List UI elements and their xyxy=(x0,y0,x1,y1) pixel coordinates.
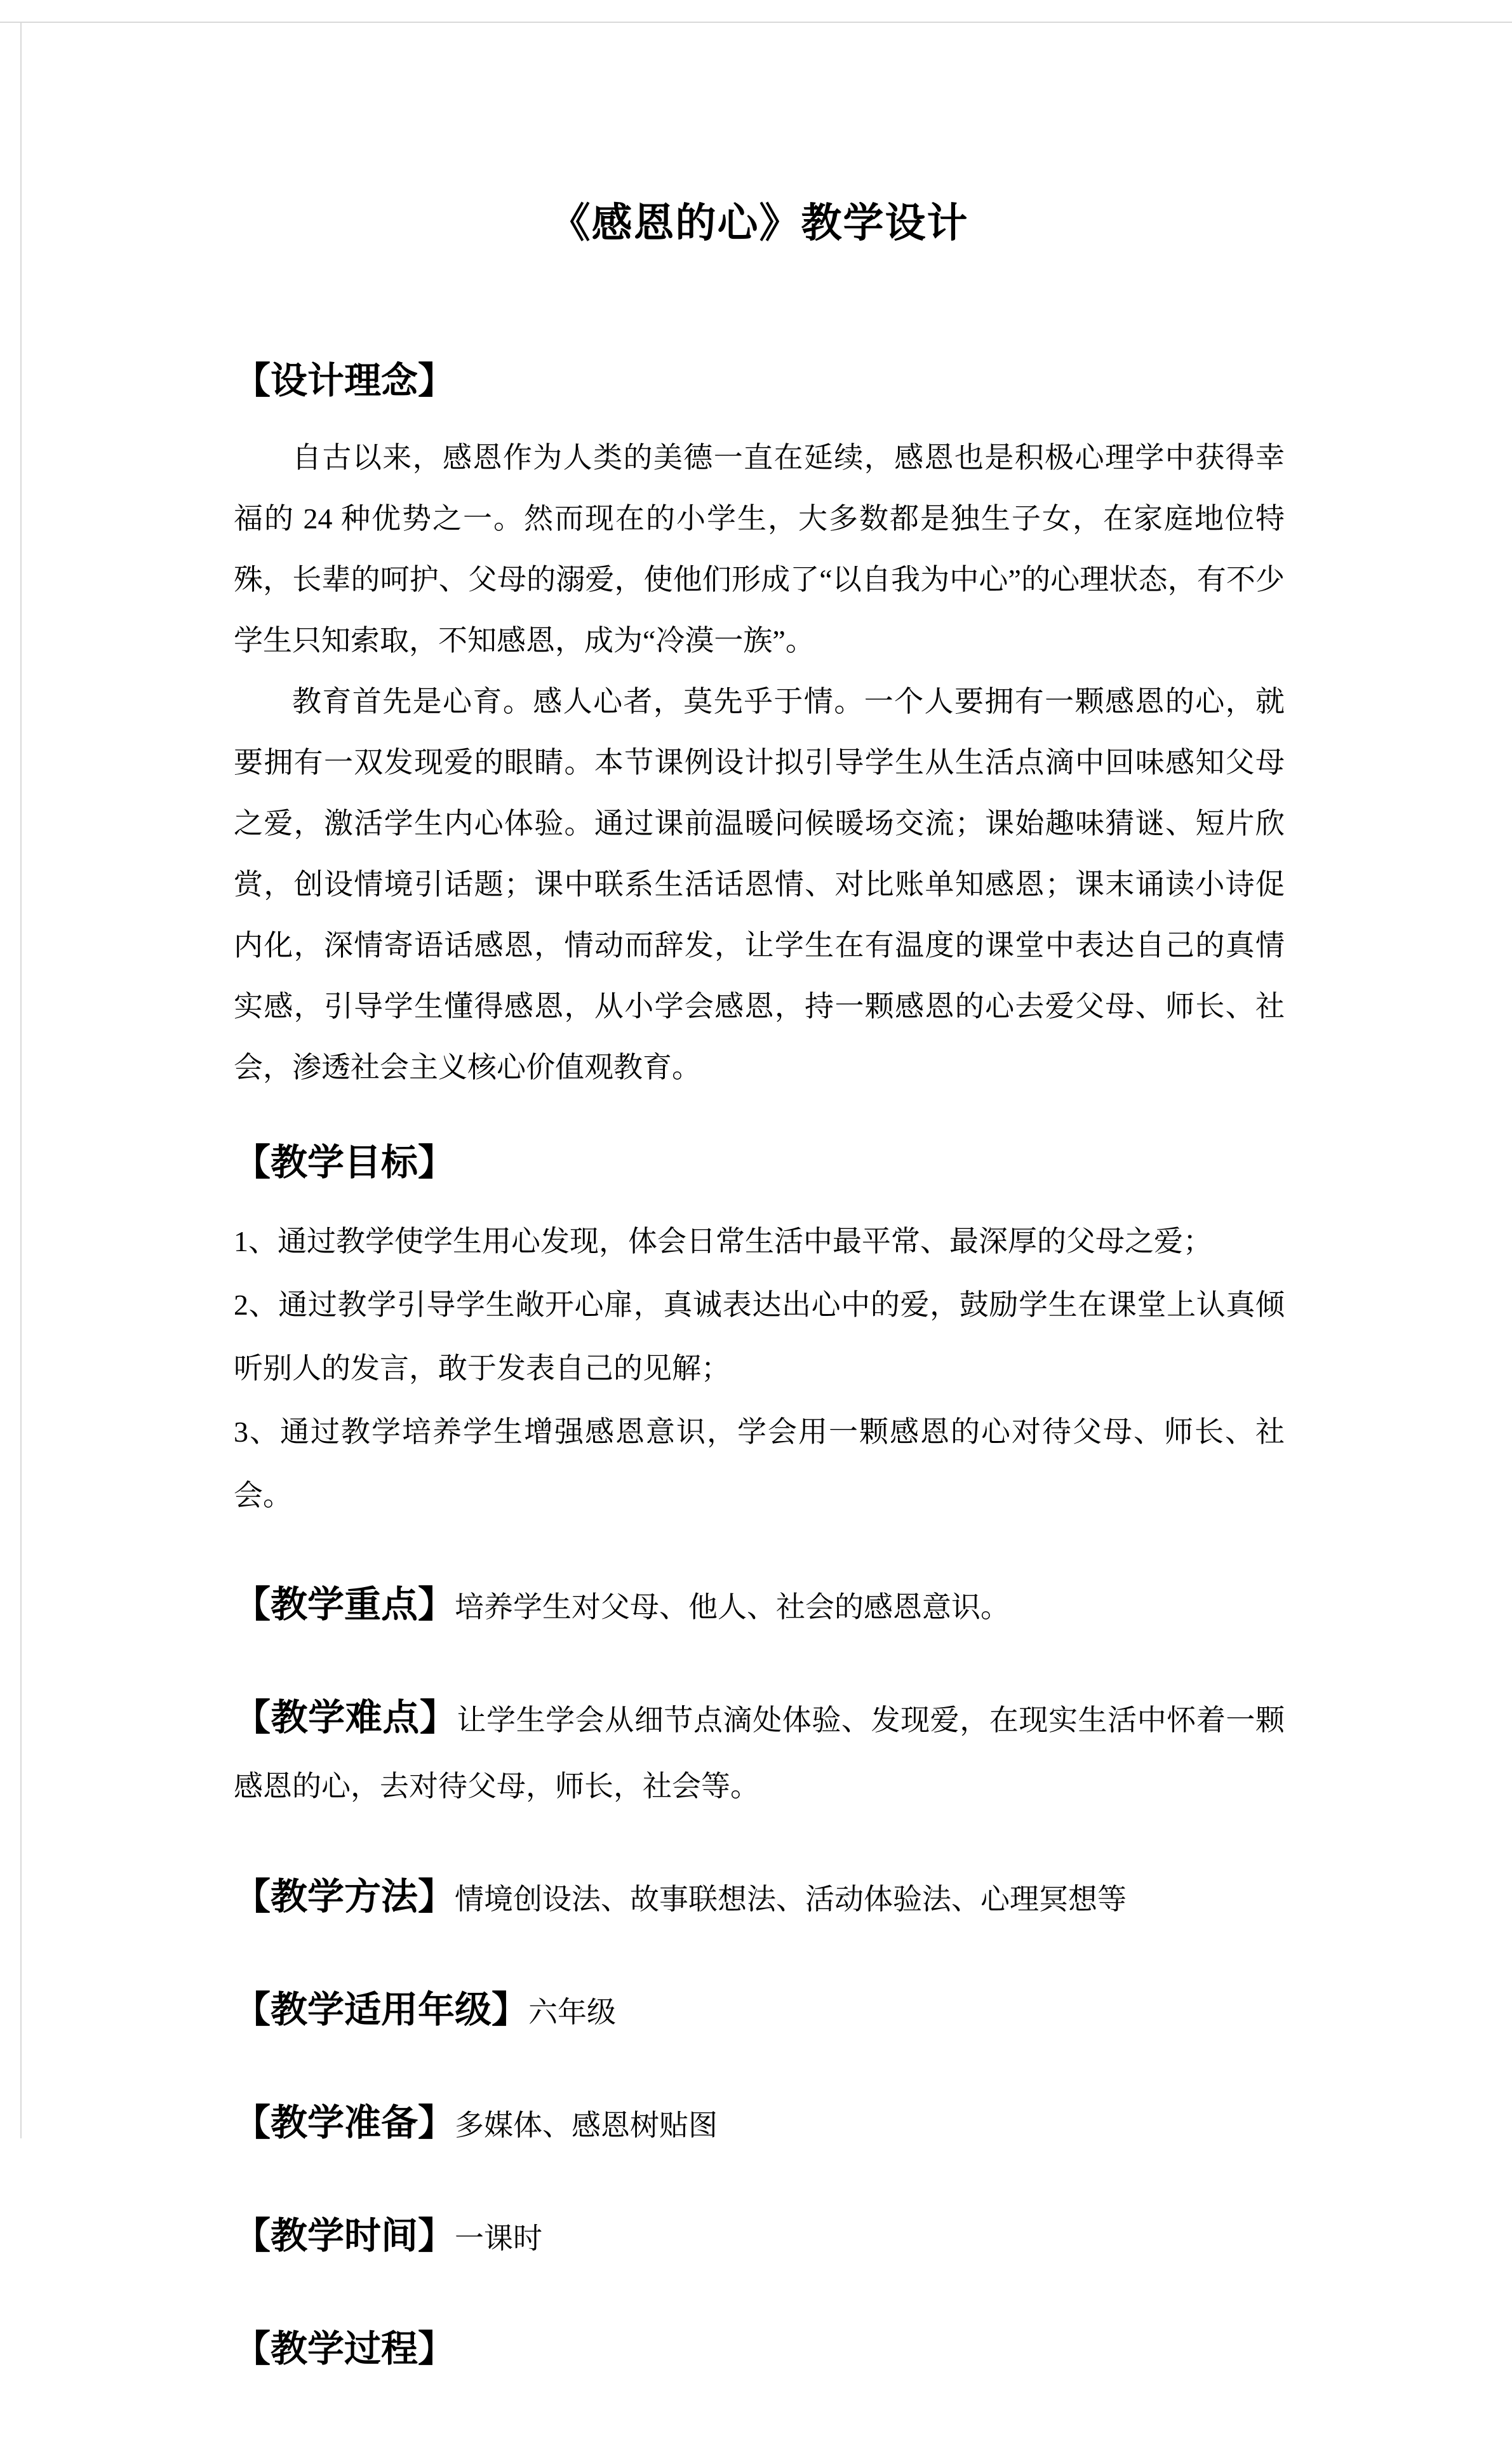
section-key-point xyxy=(234,1572,1285,1640)
section-method xyxy=(234,1864,1285,1933)
section-process xyxy=(234,2316,1285,2385)
design-concept-paragraph-1: 自古以来，感恩作为人类的美德一直在延续，感恩也是积极心理学中获得幸福的 24 种优势之一。然而现在的小学生，大多数都是独生子女，在家庭地位特殊，长辈的呵护、父母的溺爱，使他们形成了“以自我为中心”的心理状态，有不少学生只知索取，不知感恩，成为“冷漠一族”。 xyxy=(234,441,1285,657)
grade-text: 六年级 xyxy=(528,1995,617,2028)
method-text: 情境创设法、故事联想法、活动体验法、心理冥想等 xyxy=(455,1882,1127,1915)
section-heading-grade: 【教学适用年级】 xyxy=(234,1988,529,2030)
section-heading-teaching-objectives: 【教学目标】 xyxy=(234,1142,455,1184)
preparation-text: 多媒体、感恩树贴图 xyxy=(455,2109,718,2142)
time-text: 一课时 xyxy=(455,2222,543,2255)
section-heading-difficulty: 【教学难点】 xyxy=(234,1696,457,1738)
objective-item-2: 2、通过教学引导学生敞开心扉，真诚表达出心中的爱，鼓励学生在课堂上认真倾听别人的发言，敢于发表自己的见解； xyxy=(234,1288,1285,1385)
section-heading-design-concept: 【设计理念】 xyxy=(234,360,455,401)
page-left-edge-line xyxy=(20,22,22,2138)
section-preparation xyxy=(234,2090,1285,2159)
section-time xyxy=(234,2203,1285,2272)
section-difficulty xyxy=(234,1685,1285,1820)
design-concept-paragraph-2: 教育首先是心育。感人心者，莫先乎于情。一个人要拥有一颗感恩的心，就要拥有一双发现爱的眼睛。本节课例设计拟引导学生从生活点滴中回味感知父母之爱，激活学生内心体验。通过课前温暖问候暖场交流；课始趣味猜谜、短片欣赏，创设情境引话题；课中联系生活话恩情、对比账单知感恩；课末诵读小诗促内化，深情寄语话感恩，情动而辞发，让学生在有温度的课堂中表达自己的真情实感，引导学生懂得感恩，从小学会感恩，持一颗感恩的心去爱父母、师长、社会，渗透社会主义核心价值观教育。 xyxy=(234,685,1285,1084)
section-heading-preparation: 【教学准备】 xyxy=(234,2102,455,2143)
objective-item-3: 3、通过教学培养学生增强感恩意识，学会用一颗感恩的心对待父母、师长、社会。 xyxy=(234,1415,1285,1512)
section-heading-process: 【教学过程】 xyxy=(234,2328,455,2370)
section-grade xyxy=(234,1977,1285,2046)
section-heading-key-point: 【教学重点】 xyxy=(234,1583,455,1625)
key-point-text: 培养学生对父母、他人、社会的感恩意识。 xyxy=(455,1590,1010,1623)
section-heading-method: 【教学方法】 xyxy=(234,1875,455,1917)
objective-item-1: 1、通过教学使学生用心发现，体会日常生活中最平常、最深厚的父母之爱； xyxy=(234,1224,1212,1257)
difficulty-text: 让学生学会从细节点滴处体验、发现爱，在现实生活中怀着一颗感恩的心，去对待父母，师长，社会等。 xyxy=(234,1703,1285,1802)
document-title: 《感恩的心》教学设计 xyxy=(549,201,969,246)
page-top-edge-line xyxy=(0,22,1512,23)
section-heading-time: 【教学时间】 xyxy=(234,2215,455,2256)
